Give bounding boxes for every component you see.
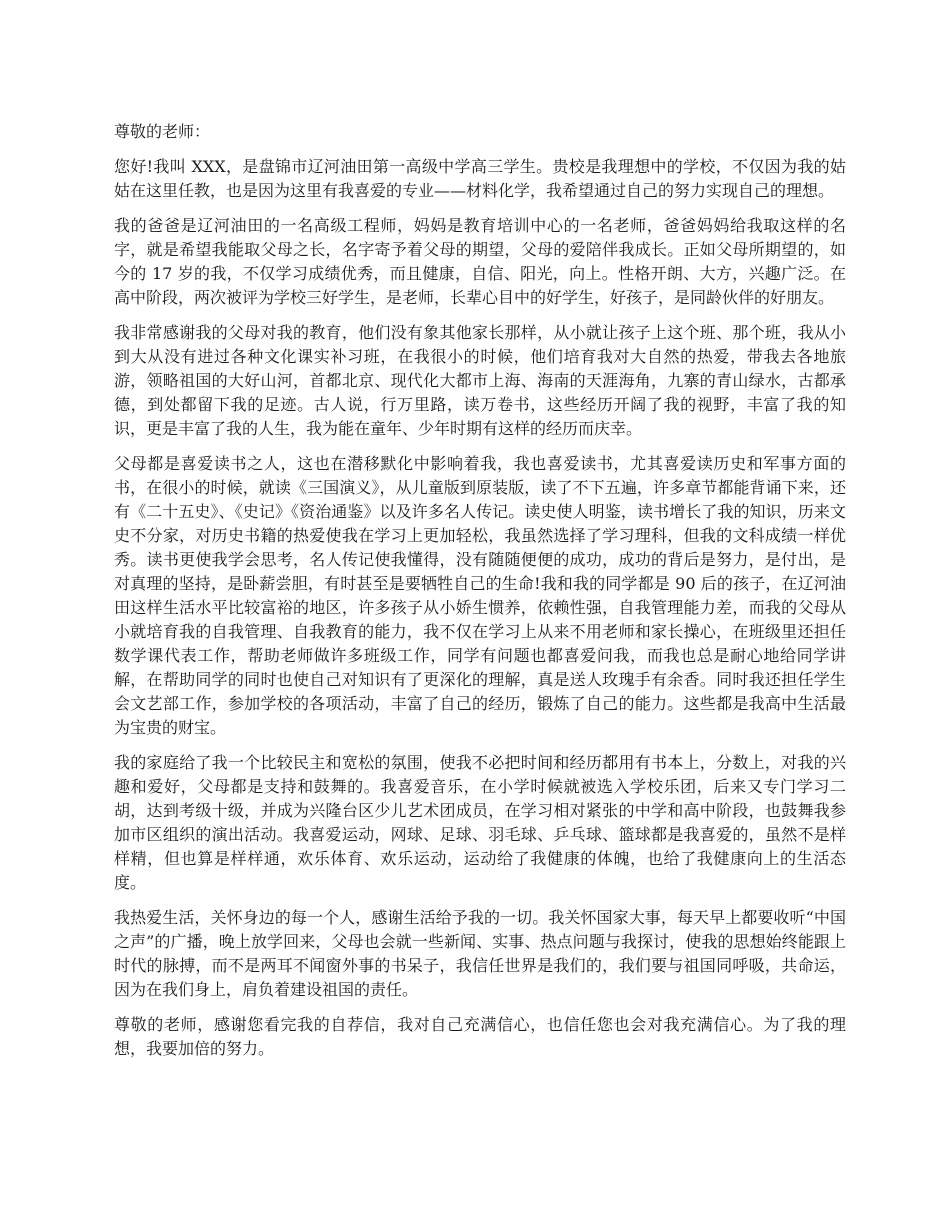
paragraph-family: 我的爸爸是辽河油田的一名高级工程师，妈妈是教育培训中心的一名老师，爸爸妈妈给我取这样的名字，就是希望我能取父母之长，名字寄予着父母的期望，父母的爱陪伴我成长。正如父母所期望的，如今的 17 岁的我，不仅学习成绩优秀，而且健康，自信、阳光，向上。性格开朗、大方，兴趣广泛。在高中阶段，两次被评为学校三好学生，是老师，长辈心目中的好学生，好孩子，是同龄伙伴的好朋友。 [114, 216, 846, 307]
paragraph-hobbies: 我的家庭给了我一个比较民主和宽松的氛围，使我不必把时间和经历都用有书本上，分数上，对我的兴趣和爱好，父母都是支持和鼓舞的。我喜爱音乐，在小学时候就被选入学校乐团，后来又专门学习二胡，达到考级十级，并成为兴隆台区少儿艺术团成员，在学习相对紧张的中学和高中阶段，也鼓舞我参加市区组织的演出活动。我喜爱运动，网球、足球、羽毛球、乒乓球、篮球都是我喜爱的，虽然不是样样精，但也算是样样通，欢乐体育、欢乐运动，运动给了我健康的体魄，也给了我健康向上的生活态度。 [114, 753, 846, 892]
paragraph-upbringing: 我非常感谢我的父母对我的教育，他们没有象其他家长那样，从小就让孩子上这个班、那个班，我从小到大从没有进过各种文化课实补习班，在我很小的时候，他们培育我对大自然的热爱，带我去各地旅游，领略祖国的大好山河，首都北京、现代化大都市上海、海南的天涯海角，九寨的青山绿水，古都承德，到处都留下我的足迹。古人说，行万里路，读万卷书，这些经历开阔了我的视野，丰富了我的知识，更是丰富了我的人生，我为能在童年、少年时期有这样的经历而庆幸。 [114, 323, 846, 438]
paragraph-closing: 尊敬的老师，感谢您看完我的自荐信，我对自己充满信心，也信任您也会对我充满信心。为了我的理想，我要加倍的努力。 [114, 1015, 846, 1058]
paragraph-current-affairs: 我热爱生活，关怀身边的每一个人，感谢生活给予我的一切。我关怀国家大事，每天早上都要收听“中国之声”的广播，晚上放学回来，父母也会就一些新闻、实事、热点问题与我探讨，使我的思想始终能跟上时代的脉搏，而不是两耳不闻窗外事的书呆子，我信任世界是我们的，我们要与祖国同呼吸，共命运，因为在我们身上，肩负着建设祖国的责任。 [114, 908, 846, 999]
letter-salutation: 尊敬的老师： [114, 122, 211, 141]
letter-body [114, 120, 846, 1072]
paragraph-introduction: 您好!我叫 XXX，是盘锦市辽河油田第一高级中学高三学生。贵校是我理想中的学校，不仅因为我的姑姑在这里任教，也是因为这里有我喜爱的专业——材料化学，我希望通过自己的努力实现自己的理想。 [114, 157, 846, 200]
paragraph-reading: 父母都是喜爱读书之人，这也在潜移默化中影响着我，我也喜爱读书，尤其喜爱读历史和军事方面的书，在很小的时候，就读《三国演义》，从儿童版到原装版，读了不下五遍，许多章节都能背诵下来，还有《二十五史》、《史记》《资治通鉴》以及许多名人传记。读史使人明鉴，读书增长了我的知识，历来文史不分家，对历史书籍的热爱使我在学习上更加轻松，我虽然选择了学习理科，但我的文科成绩一样优秀。读书更使我学会思考，名人传记使我懂得，没有随随便便的成功，成功的背后是努力，是付出，是对真理的坚持，是卧薪尝胆，有时甚至是要牺牲自己的生命!我和我的同学都是 90 后的孩子，在辽河油田这样生活水平比较富裕的地区，许多孩子从小娇生惯养，依赖性强，自我管理能力差，而我的父母从小就培育我的自我管理、自我教育的能力，我不仅在学习上从来不用老师和家长操心，在班级里还担任数学课代表工作，帮助老师做许多班级工作，同学有问题也都喜爱问我，而我也总是耐心地给同学讲解，在帮助同学的同时也使自己对知识有了更深化的理解，真是送人玫瑰手有余香。同时我还担任学生会文艺部工作，参加学校的各项活动，丰富了自己的经历，锻炼了自己的能力。这些都是我高中生活最为宝贵的财宝。 [114, 454, 846, 737]
